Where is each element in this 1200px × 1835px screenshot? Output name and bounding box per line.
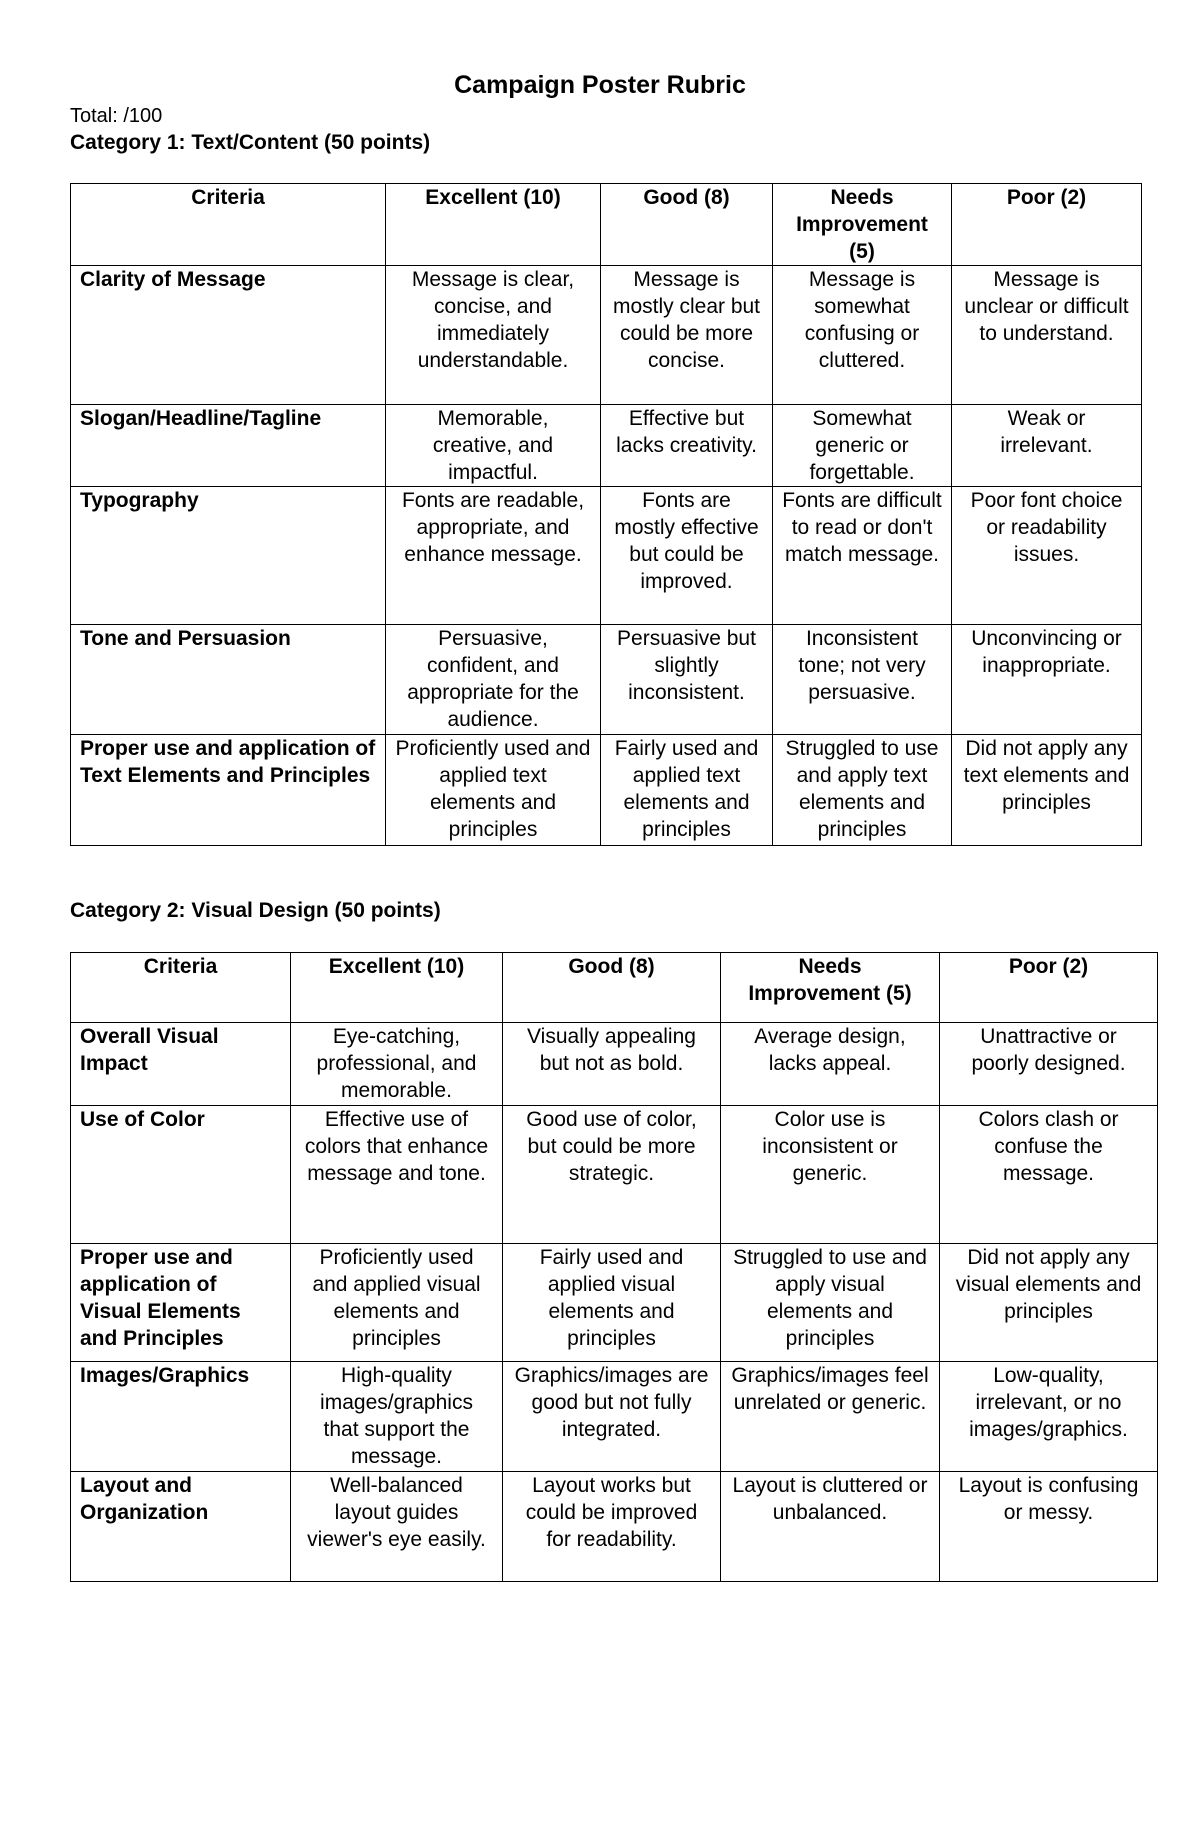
category-2-table	[70, 952, 1158, 1582]
table-row	[71, 735, 1142, 846]
excellent-cell: Memorable, creative, and impactful.	[386, 405, 601, 487]
criteria-cell: Tone and Persuasion	[71, 625, 386, 735]
needs-improvement-cell: Fonts are difficult to read or don't match message.	[773, 487, 952, 625]
needs-improvement-cell: Inconsistent tone; not very persuasive.	[773, 625, 952, 735]
needs-improvement-cell: Color use is inconsistent or generic.	[721, 1106, 940, 1244]
table-row	[71, 487, 1142, 625]
table-row	[71, 1244, 1158, 1362]
header-criteria: Criteria	[71, 953, 291, 1023]
table-row	[71, 1023, 1158, 1106]
criteria-cell: Images/Graphics	[71, 1362, 291, 1472]
table-header-row	[71, 184, 1142, 266]
excellent-cell: Eye-catching, professional, and memorable.	[291, 1023, 503, 1106]
header-excellent: Excellent (10)	[386, 184, 601, 266]
table-row	[71, 625, 1142, 735]
table-row	[71, 1472, 1158, 1582]
header-good: Good (8)	[601, 184, 773, 266]
table-header-row	[71, 953, 1158, 1023]
category-2-heading: Category 2: Visual Design (50 points)	[70, 899, 441, 922]
criteria-cell: Layout and Organization	[71, 1472, 291, 1582]
table-row	[71, 405, 1142, 487]
poor-cell: Did not apply any visual elements and principles	[940, 1244, 1158, 1362]
header-needs-improvement: Needs Improvement (5)	[773, 184, 952, 266]
good-cell: Fonts are mostly effective but could be improved.	[601, 487, 773, 625]
good-cell: Fairly used and applied visual elements and principles	[503, 1244, 721, 1362]
excellent-cell: Effective use of colors that enhance message and tone.	[291, 1106, 503, 1244]
poor-cell: Message is unclear or difficult to understand.	[952, 266, 1142, 405]
poor-cell: Did not apply any text elements and principles	[952, 735, 1142, 846]
criteria-cell: Slogan/Headline/Tagline	[71, 405, 386, 487]
needs-improvement-cell: Message is somewhat confusing or cluttered.	[773, 266, 952, 405]
header-good: Good (8)	[503, 953, 721, 1023]
needs-improvement-cell: Somewhat generic or forgettable.	[773, 405, 952, 487]
header-poor: Poor (2)	[940, 953, 1158, 1023]
poor-cell: Unattractive or poorly designed.	[940, 1023, 1158, 1106]
header-criteria: Criteria	[71, 184, 386, 266]
excellent-cell: Proficiently used and applied visual elements and principles	[291, 1244, 503, 1362]
good-cell: Graphics/images are good but not fully integrated.	[503, 1362, 721, 1472]
excellent-cell: Persuasive, confident, and appropriate for the audience.	[386, 625, 601, 735]
table-row	[71, 266, 1142, 405]
poor-cell: Colors clash or confuse the message.	[940, 1106, 1158, 1244]
criteria-cell: Use of Color	[71, 1106, 291, 1244]
header-needs-improvement: Needs Improvement (5)	[721, 953, 940, 1023]
table-row	[71, 1106, 1158, 1244]
good-cell: Persuasive but slightly inconsistent.	[601, 625, 773, 735]
good-cell: Effective but lacks creativity.	[601, 405, 773, 487]
good-cell: Good use of color, but could be more strategic.	[503, 1106, 721, 1244]
page-title: Campaign Poster Rubric	[454, 71, 746, 99]
criteria-cell: Proper use and application of Visual Elements and Principles	[71, 1244, 291, 1362]
poor-cell: Low-quality, irrelevant, or no images/graphics.	[940, 1362, 1158, 1472]
header-poor: Poor (2)	[952, 184, 1142, 266]
excellent-cell: Proficiently used and applied text elements and principles	[386, 735, 601, 846]
poor-cell: Poor font choice or readability issues.	[952, 487, 1142, 625]
excellent-cell: Fonts are readable, appropriate, and enhance message.	[386, 487, 601, 625]
category-1-table	[70, 183, 1142, 846]
criteria-cell: Proper use and application of Text Elements and Principles	[71, 735, 386, 846]
good-cell: Message is mostly clear but could be more concise.	[601, 266, 773, 405]
category-1-heading: Category 1: Text/Content (50 points)	[70, 131, 431, 154]
poor-cell: Unconvincing or inappropriate.	[952, 625, 1142, 735]
criteria-cell: Clarity of Message	[71, 266, 386, 405]
needs-improvement-cell: Layout is cluttered or unbalanced.	[721, 1472, 940, 1582]
total-score: Total: /100	[70, 105, 163, 127]
needs-improvement-cell: Struggled to use and apply visual elements and principles	[721, 1244, 940, 1362]
criteria-cell: Overall Visual Impact	[71, 1023, 291, 1106]
criteria-cell: Typography	[71, 487, 386, 625]
header-excellent: Excellent (10)	[291, 953, 503, 1023]
needs-improvement-cell: Average design, lacks appeal.	[721, 1023, 940, 1106]
needs-improvement-cell: Struggled to use and apply text elements and principles	[773, 735, 952, 846]
good-cell: Visually appealing but not as bold.	[503, 1023, 721, 1106]
table-row	[71, 1362, 1158, 1472]
excellent-cell: Message is clear, concise, and immediately understandable.	[386, 266, 601, 405]
needs-improvement-cell: Graphics/images feel unrelated or generic.	[721, 1362, 940, 1472]
poor-cell: Weak or irrelevant.	[952, 405, 1142, 487]
excellent-cell: High-quality images/graphics that support the message.	[291, 1362, 503, 1472]
good-cell: Fairly used and applied text elements and principles	[601, 735, 773, 846]
poor-cell: Layout is confusing or messy.	[940, 1472, 1158, 1582]
excellent-cell: Well-balanced layout guides viewer's eye easily.	[291, 1472, 503, 1582]
good-cell: Layout works but could be improved for readability.	[503, 1472, 721, 1582]
